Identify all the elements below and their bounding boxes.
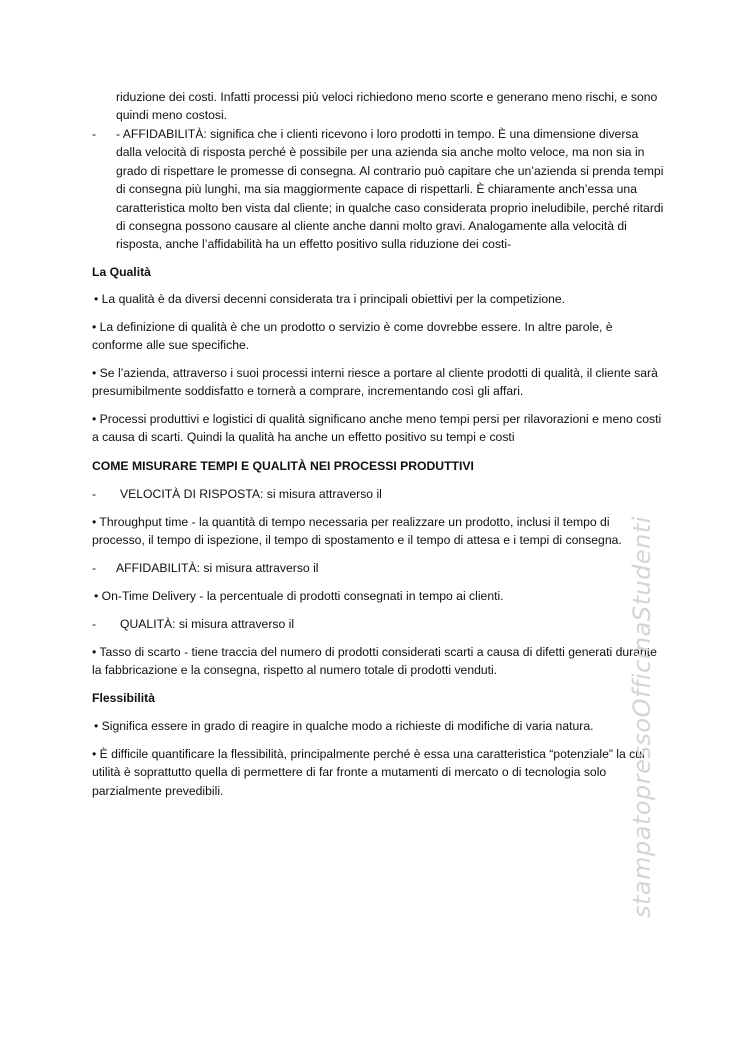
watermark: stampatopressoOfficinaStudenti: [628, 516, 656, 918]
list-dash: -: [92, 127, 97, 141]
flessibilita-bullet-1: • Significa essere in grado di reagire in qualche modo a richieste di modifiche di varia natura.: [94, 719, 594, 733]
section-heading-misurare: COME MISURARE TEMPI E QUALITÀ NEI PROCESSI PRODUTTIVI: [92, 459, 474, 473]
velocita-label: VELOCITÀ DI RISPOSTA: si misura attraverso il: [120, 487, 382, 501]
qualita-bullet-1: • La qualità è da diversi decenni considerata tra i principali obiettivi per la competizione.: [94, 292, 566, 306]
qualita-label: QUALITÀ: si misura attraverso il: [120, 617, 295, 631]
list-dash: -: [92, 561, 97, 575]
list-dash: -: [92, 487, 97, 501]
affidabilita-label: AFFIDABILITÀ: si misura attraverso il: [116, 561, 319, 575]
scarto-bullet: • Tasso di scarto - tiene traccia del numero di prodotti considerati scarti a causa di difetti generati durante la fabbricazione e la consegna, rispetto al numero totale di prodotti venduti.: [92, 645, 657, 678]
qualita-bullet-4: • Processi produttivi e logistici di qualità significano anche meno tempi persi per rilavorazioni e meno costi a causa di scarti. Quindi la qualità ha anche un effetto positivo su tempi e costi: [92, 412, 662, 445]
section-heading-qualita: La Qualità: [92, 265, 151, 279]
section-heading-flessibilita: Flessibilità: [92, 691, 155, 705]
ontime-bullet: • On-Time Delivery - la percentuale di prodotti consegnati in tempo ai clienti.: [94, 589, 504, 603]
list-dash: -: [92, 617, 97, 631]
intro-continuation: riduzione dei costi. Infatti processi più veloci richiedono meno scorte e generano meno rischi, e sono quindi meno costosi.: [116, 90, 658, 123]
throughput-bullet: • Throughput time - la quantità di tempo necessaria per realizzare un prodotto, inclusi il tempo di processo, il tempo di ispezione, il tempo di spostamento e il tempo di attesa e i tempi di consegna.: [92, 515, 622, 548]
qualita-bullet-3: • Se l’azienda, attraverso i suoi processi interni riesce a portare al cliente prodotti di qualità, il cliente sarà presumibilmente soddisfatto e tornerà a comprare, incrementando così gli affari.: [92, 366, 658, 399]
affidabilita-text: - AFFIDABILITÀ: significa che i clienti ricevono i loro prodotti in tempo. È una dimensione diversa dalla velocità di risposta perché è possibile per una azienda sia anche molto veloce, ma non sia in grado di rispettare le promesse di consegna. Al contrario può capitare che un’azienda si prenda tempi di consegna più lunghi, ma sia maggiormente capace di rispettarli. È chiaramente anch’essa una caratteristica molto ben vista dal cliente; in qualche caso considerata proprio ineludibile, perché ritardi di consegna possono causare al cliente anche danni molto gravi. Analogamente alla velocità di risposta, anche l’affidabilità ha un effetto positivo sulla riduzione dei costi-: [116, 127, 664, 252]
qualita-bullet-2: • La definizione di qualità è che un prodotto o servizio è come dovrebbe essere. In altre parole, è conforme alle sue specifiche.: [92, 320, 613, 353]
flessibilita-bullet-2: • È difficile quantificare la flessibilità, principalmente perché è essa una caratteristica “potenziale” la cui utilità è soprattutto quella di permettere di far fronte a mutamenti di mercato o di tecnologia solo parzialmente prevedibili.: [92, 747, 645, 798]
